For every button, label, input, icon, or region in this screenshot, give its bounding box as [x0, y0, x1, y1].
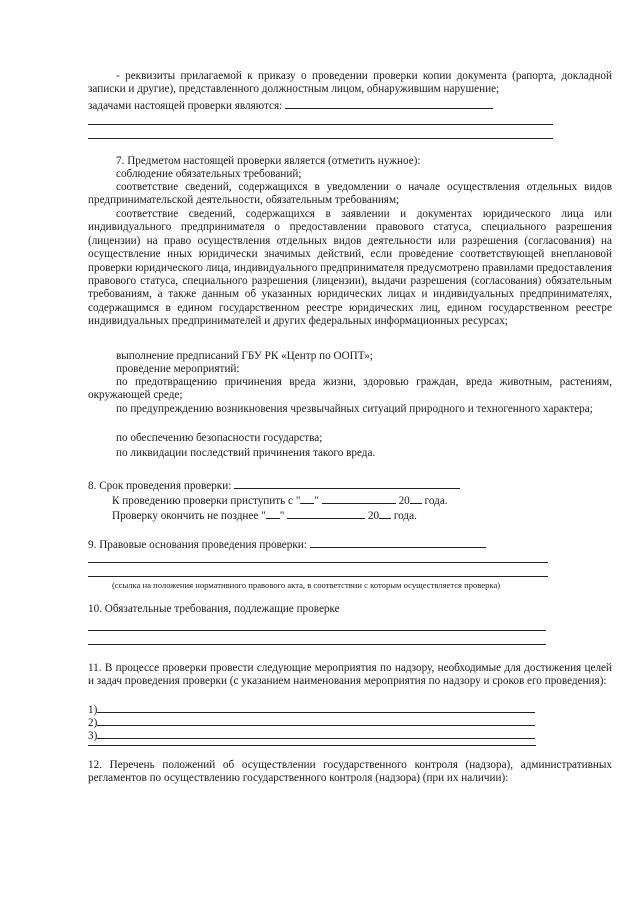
section7-item-4: выполнение предписаний ГБУ РК «Центр по ООПТ»; — [116, 350, 373, 362]
end-date-row — [112, 507, 417, 523]
section7-item-3: соответствие сведений, содержащихся в заявлении и документах юридического лица или индивидуального предпринимателя о предоставлении правового статуса, специального разрешения (лицензии) на право осуществления отдельных видов деятельности или разрешения (согласования) на осуществление иных юридически значимых действий, если проведение соответствующей внеплановой проверки юридического лица, индивидуального предпринимателя предусмотрено правилами предоставления правового статуса, специального разрешения (лицензии), выдачи разрешения (согласования) обязательным требованиям, а также данным об указанных юридических лицах и индивидуальных предпринимателях, содержащимся в едином государственном реестре юридических лиц, едином государственном реестре индивидуальных предпринимателей и других федеральных информационных ресурсах; — [88, 208, 612, 328]
start-date-prefix: К проведению проверки приступить с " — [112, 495, 301, 507]
section12-heading: 12. Перечень положений об осуществлении государственного контроля (надзора), административных регламентов по осуществлению государственного контроля (надзора) (при их наличии): — [88, 759, 612, 785]
section9-blank — [310, 536, 486, 548]
section11-item-1-label: 1) — [88, 704, 98, 716]
end-year-suffix: года. — [393, 510, 417, 522]
start-month-blank — [322, 492, 396, 504]
end-year-blank — [379, 507, 391, 519]
section7-item-1: соблюдение обязательных требований; — [116, 168, 302, 180]
tasks-label — [88, 97, 493, 113]
tasks-blank — [285, 97, 493, 109]
section10-line-1 — [88, 630, 546, 631]
section11-item-3 — [88, 727, 535, 743]
section11-item-3-blank — [97, 727, 535, 739]
requisites-paragraph: - реквизиты прилагаемой к приказу о проведении проверки копии документа (рапорта, докладной записки и другие), представленного должностным лицом, обнаружившим нарушение; — [88, 70, 612, 96]
section8-heading: 8. Срок проведения проверки: — [88, 480, 232, 492]
section7-item-5: проведение мероприятий: — [116, 363, 240, 375]
end-day-blank — [266, 507, 280, 519]
section9-line-2 — [88, 576, 548, 577]
section11-heading: 11. В процессе проверки провести следующие мероприятия по надзору, необходимые для достижения целей и задач проведения проверки (с указанием наименования мероприятия по надзору и сроков его проведения): — [88, 662, 612, 688]
end-date-prefix: Проверку окончить не позднее " — [112, 510, 266, 522]
section7-item-6: по предотвращению причинения вреда жизни, здоровью граждан, вреда животным, растениям, окружающей среде; — [88, 376, 612, 402]
section8-heading-row — [88, 477, 460, 493]
end-date-quote: " — [279, 510, 285, 522]
section11-item-3-label: 3) — [88, 730, 98, 742]
start-date-row — [112, 492, 448, 508]
start-year-blank — [410, 492, 422, 504]
end-month-blank — [287, 507, 365, 519]
section8-blank — [234, 477, 460, 489]
start-year-suffix: года. — [424, 495, 448, 507]
section11-item-2-label: 2) — [88, 717, 98, 729]
tasks-label-text: задачами настоящей проверки являются: — [88, 100, 283, 112]
start-day-blank — [300, 492, 314, 504]
section10-heading: 10. Обязательные требования, подлежащие проверке — [88, 603, 340, 615]
section7-item-8: по обеспечению безопасности государства; — [116, 432, 323, 444]
section10-line-2 — [88, 644, 546, 645]
section9-heading-row — [88, 536, 486, 552]
section11-item-2-blank — [97, 714, 535, 726]
section11-extra-line — [88, 745, 536, 746]
section7-item-7: по предупреждению возникновения чрезвычайных ситуаций природного и техногенного характера; — [116, 403, 593, 415]
section11-item-1-blank — [97, 701, 535, 713]
section7-heading: 7. Предметом настоящей проверки является (отметить нужное): — [116, 155, 421, 167]
section9-line-1 — [88, 562, 548, 563]
section9-heading: 9. Правовые основания проведения проверки: — [88, 539, 307, 551]
start-year-prefix: 20 — [398, 495, 410, 507]
section7-item-2: соответствие сведений, содержащихся в уведомлении о начале осуществления отдельных видов предпринимательской деятельности, обязательным требованиям; — [88, 181, 612, 207]
tasks-line-2 — [88, 138, 553, 139]
section7-item-9: по ликвидации последствий причинения такого вреда. — [116, 447, 376, 459]
section9-note: (ссылка на положения нормативного правового акта, в соответствии с которым осуществляется проверка) — [112, 580, 501, 590]
start-date-quote: " — [314, 495, 319, 507]
tasks-line-1 — [88, 124, 553, 125]
end-year-prefix: 20 — [367, 510, 380, 522]
